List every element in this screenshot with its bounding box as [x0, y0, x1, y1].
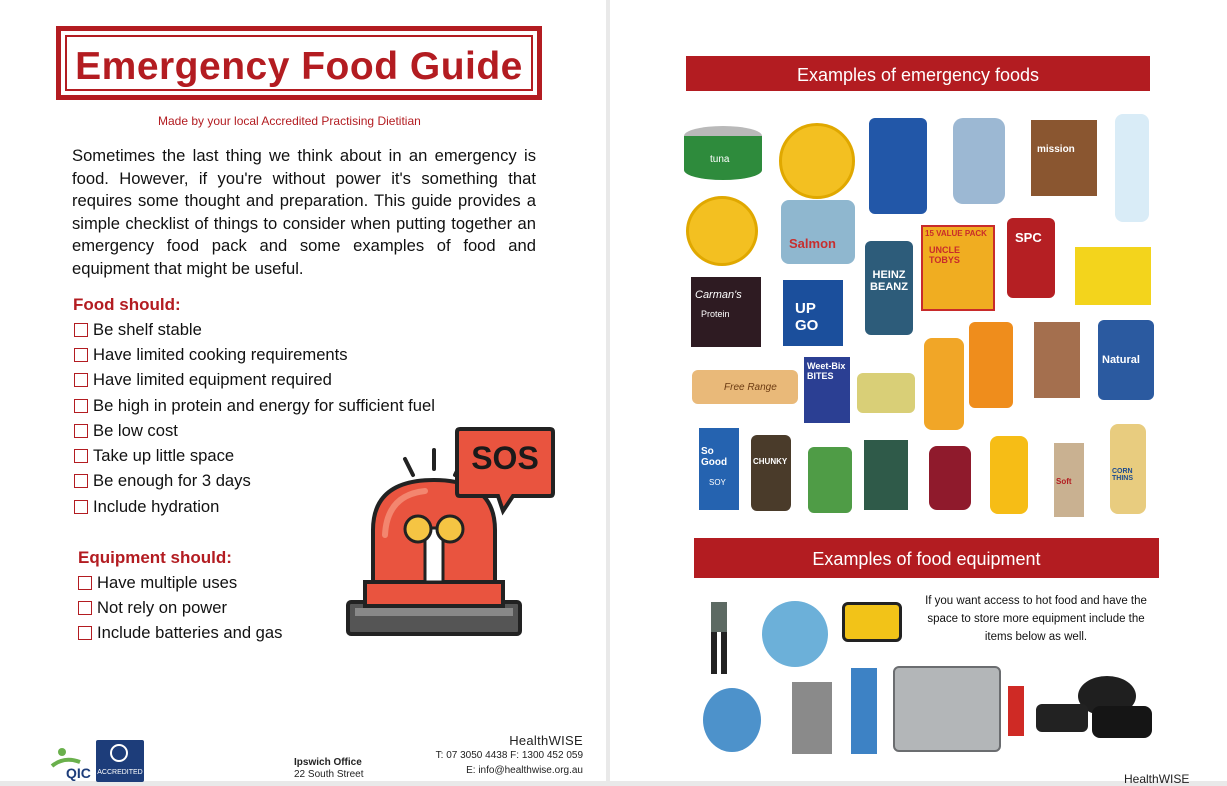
- contact-block: [420, 733, 583, 778]
- checklist-item[interactable]: Be high in protein and energy for sufficient fuel: [74, 393, 435, 418]
- accredited-badge: ACCREDITED: [96, 740, 144, 782]
- checklist-item[interactable]: Have limited equipment required: [74, 368, 435, 393]
- subtitle: Made by your local Accredited Practising Dietitian: [158, 114, 421, 128]
- jam-jar-image: [929, 446, 971, 510]
- equipment-banner: Examples of food equipment: [694, 538, 1159, 578]
- gas-canister-icon: [1008, 686, 1024, 736]
- so-good-milk-image: So Good SOY: [699, 428, 739, 510]
- milk-powder-image: [869, 118, 927, 214]
- chunky-soup-image: CHUNKY: [751, 435, 791, 511]
- checkbox[interactable]: [74, 399, 88, 413]
- snack-tin-image: [857, 373, 915, 413]
- tuna-can-image: tuna: [684, 126, 762, 188]
- noodles-image: [1075, 247, 1151, 305]
- healthwise-logo: HealthWISE: [509, 733, 583, 748]
- checklist-item[interactable]: Be enough for 3 days: [74, 469, 435, 494]
- corn-thins-image: CORN THINS: [1110, 424, 1146, 514]
- mission-wraps-image: mission: [1031, 120, 1097, 196]
- checkbox[interactable]: [74, 424, 88, 438]
- utensil-set-icon: [792, 682, 832, 754]
- cookware-icon: [1030, 676, 1158, 740]
- checklist-item[interactable]: Take up little space: [74, 443, 435, 468]
- checklist-item[interactable]: Be shelf stable: [74, 317, 435, 342]
- sos-label: SOS: [471, 440, 539, 476]
- checklist-item[interactable]: Include batteries and gas: [78, 621, 282, 646]
- checkbox[interactable]: [74, 373, 88, 387]
- checklist-item[interactable]: Include hydration: [74, 494, 435, 519]
- juice-bottle-image: [924, 338, 964, 430]
- qic-text: QIC: [66, 765, 91, 781]
- bowl-icon: [703, 688, 761, 752]
- can-opener-icon: [707, 602, 733, 674]
- equipment-note: If you want access to hot food and have the space to store more equipment include the items below as well.: [925, 595, 1147, 643]
- checkbox[interactable]: [78, 601, 92, 615]
- email-line[interactable]: E: info@healthwise.org.au: [466, 765, 583, 776]
- peanut-butter-image: Natural: [1098, 320, 1154, 400]
- carmans-bars-image: Carman's Protein: [691, 277, 761, 347]
- spc-spaghetti-image: SPC: [1007, 218, 1055, 298]
- checklist-item[interactable]: Be low cost: [74, 418, 435, 443]
- cup-set-icon: [851, 668, 877, 754]
- food-heading: Food should:: [73, 295, 181, 314]
- plate-icon: [762, 601, 828, 667]
- foods-banner: Examples of emergency foods: [686, 56, 1150, 91]
- healthwise-corner-logo: HealthWISE: [1124, 772, 1190, 786]
- water-bottle-image: [1115, 114, 1149, 222]
- checkbox[interactable]: [74, 500, 88, 514]
- checklist-item[interactable]: Not rely on power: [78, 595, 282, 620]
- torch-icon: [842, 602, 902, 642]
- checklist-item[interactable]: Have limited cooking requirements: [74, 342, 435, 367]
- heinz-beanz-image: HEINZ BEANZ: [865, 241, 913, 335]
- fruit-jar-image: [969, 322, 1013, 408]
- fruit-bag-image: [864, 440, 908, 510]
- meal-tin-image: [686, 196, 758, 266]
- phone-line: T: 07 3050 4438 F: 1300 452 059: [435, 750, 583, 761]
- checkbox[interactable]: [78, 626, 92, 640]
- checkbox[interactable]: [74, 449, 88, 463]
- checkbox[interactable]: [74, 348, 88, 362]
- bread-pack-image: Soft: [1054, 443, 1084, 517]
- corn-can-image: [808, 447, 852, 513]
- checklist-item[interactable]: Have multiple uses: [78, 570, 282, 595]
- title-frame: [56, 26, 542, 100]
- equipment-checklist: [78, 570, 282, 646]
- camp-stove-icon: [893, 666, 1001, 752]
- office-address: Ipswich Office 22 South Street: [294, 757, 364, 780]
- honey-bottle-image: [990, 436, 1028, 514]
- eggs-carton-image: Free Range: [692, 370, 798, 404]
- checkbox[interactable]: [74, 323, 88, 337]
- weetbix-bites-image: Weet-Bix BITES: [804, 357, 850, 423]
- up-and-go-image: UP GO: [783, 280, 843, 346]
- left-page: [0, 0, 606, 781]
- checkbox[interactable]: [78, 576, 92, 590]
- nut-mix-image: [1034, 322, 1080, 398]
- uncle-tobys-image: 15 VALUE PACK UNCLE TOBYS: [921, 225, 995, 311]
- page-title: Emergency Food Guide: [75, 45, 523, 88]
- meal-tin-image: [779, 123, 855, 199]
- intro-paragraph: Sometimes the last thing we think about in an emergency is food. However, if you're without power it's something that requires some thought and preparation. This guide provides a simple checklist of things to consider when putting together an emergency food pack and some examples of food and equipment that might be useful.: [72, 146, 536, 278]
- checkbox[interactable]: [74, 474, 88, 488]
- salmon-can-image: Salmon: [781, 200, 855, 264]
- equipment-heading: Equipment should:: [78, 548, 232, 567]
- potatoes-can-image: [953, 118, 1005, 204]
